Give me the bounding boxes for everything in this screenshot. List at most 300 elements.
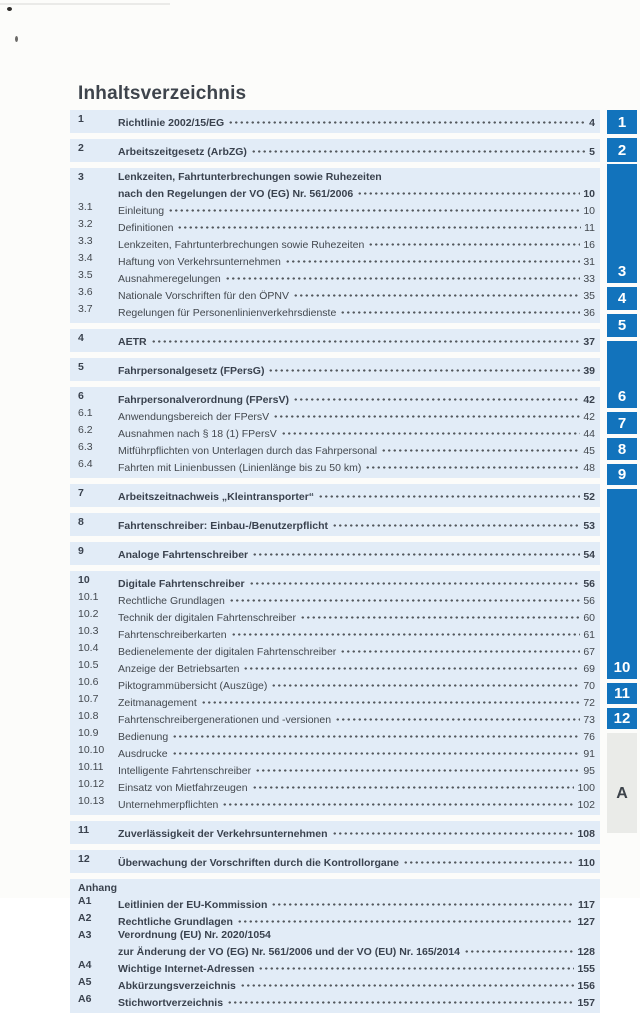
toc-entry [70, 441, 600, 458]
toc-entry-content [118, 853, 600, 870]
thumb-tab-6: 6 [607, 341, 637, 408]
toc-page-number: 10 [583, 188, 595, 200]
toc-entry-number: A1 [78, 895, 92, 907]
thumb-tab-5: 5 [607, 314, 637, 337]
toc-entry [70, 545, 600, 562]
toc-entry [70, 761, 600, 778]
toc-entry-line [118, 390, 595, 407]
dot-leader [271, 895, 575, 908]
toc-group [70, 879, 600, 1013]
toc-entry-number: 3.3 [78, 235, 93, 247]
toc-page-number: 157 [577, 997, 595, 1009]
toc-entry-number: 3.2 [78, 218, 93, 230]
dot-leader [464, 942, 575, 955]
toc-entry-line [118, 795, 595, 812]
toc-entry-number: 10.5 [78, 659, 99, 671]
toc-entry-title: Lenkzeiten, Fahrtunterbrechungen sowie Ruhezeiten [118, 239, 365, 251]
toc-entry-content [118, 959, 600, 976]
toc-entry-content [118, 727, 600, 744]
toc-page-number: 52 [583, 491, 595, 503]
toc-entry-title: Leitlinien der EU-Kommission [118, 899, 268, 911]
dot-leader [243, 659, 580, 672]
toc-entry-title: Richtlinie 2002/15/EG [118, 117, 225, 129]
toc-group [70, 168, 600, 323]
toc-entry-line [118, 487, 595, 504]
toc-entry-line [118, 286, 595, 303]
toc-page-number: 102 [577, 799, 595, 811]
toc-entry-line [118, 218, 595, 235]
toc-entry-line [118, 591, 595, 608]
toc-entry-number: 4 [78, 332, 84, 344]
toc-entry-line [118, 912, 595, 929]
toc-entry-line [118, 778, 595, 795]
toc-entry-number: 10.11 [78, 761, 104, 773]
toc-page-number: 42 [583, 394, 595, 406]
toc-entry-number: 12 [78, 853, 90, 865]
toc-entry-line [118, 625, 595, 642]
toc-entry-title: Einleitung [118, 205, 165, 217]
toc-entry [70, 458, 600, 475]
toc-page-number: 73 [583, 714, 595, 726]
toc-entry-title: Abkürzungsverzeichnis [118, 980, 236, 992]
toc-entry-line [118, 942, 595, 959]
scan-artifact [0, 3, 170, 5]
toc-entry-title: Lenkzeiten, Fahrtunterbrechungen sowie Ruhezeiten [118, 171, 382, 183]
toc-entry-title: Intelligente Fahrtenschreiber [118, 765, 252, 777]
toc-entry-number: A6 [78, 993, 92, 1005]
toc-entry-number: 6.4 [78, 458, 93, 470]
toc-entry-content [118, 761, 600, 778]
toc-entry-number: 1 [78, 113, 84, 125]
toc-entry-title: AETR [118, 336, 147, 348]
dot-leader [271, 676, 580, 689]
dot-leader [228, 113, 586, 126]
dot-leader [258, 959, 574, 972]
toc-page-number: 4 [589, 117, 595, 129]
toc-entry-number: 10.6 [78, 676, 99, 688]
toc-entry-title: Einsatz von Mietfahrzeugen [118, 782, 248, 794]
toc-entry-content [118, 608, 600, 625]
toc-entry-title: Wichtige Internet-Adressen [118, 963, 255, 975]
toc-page-number: 60 [583, 612, 595, 624]
toc-entry [70, 795, 600, 812]
toc-entry-number: 11 [78, 824, 90, 836]
toc-group [70, 542, 600, 565]
dot-leader [201, 693, 581, 706]
toc-entry-title: Ausdrucke [118, 748, 168, 760]
thumb-tab-8: 8 [607, 438, 637, 460]
toc-entry-number: 10 [78, 574, 90, 586]
toc-entry-content [118, 545, 600, 562]
dot-leader [251, 142, 586, 155]
toc-entry-content [118, 659, 600, 676]
thumb-tab-10: 10 [607, 489, 637, 679]
dot-leader [151, 332, 581, 345]
dot-leader [332, 516, 580, 529]
toc-entry-line [118, 201, 595, 218]
toc-entry-line [118, 184, 595, 201]
toc-entry-content [118, 993, 600, 1010]
toc-entry [70, 218, 600, 235]
toc-entry-title: Definitionen [118, 222, 174, 234]
dot-leader [365, 458, 580, 471]
toc-entry [70, 912, 600, 929]
toc-group [70, 329, 600, 352]
dot-leader [357, 184, 580, 197]
toc-entry-number: 3 [78, 171, 84, 183]
toc-entry-title: Digitale Fahrtenschreiber [118, 578, 245, 590]
toc-entry-title: Rechtliche Grundlagen [118, 595, 225, 607]
dot-leader [252, 778, 575, 791]
toc-entry-number: 9 [78, 545, 84, 557]
toc-entry [70, 824, 600, 841]
toc-entry-number: 6.2 [78, 424, 93, 436]
toc-entry-title: Haftung von Verkehrsunternehmen [118, 256, 281, 268]
toc-group [70, 850, 600, 873]
toc-entry [70, 574, 600, 591]
toc-entry-line [118, 993, 595, 1010]
toc-entry-content [118, 218, 600, 235]
toc-entry-content [118, 882, 600, 895]
dot-leader [285, 252, 580, 265]
toc-page-number: 61 [583, 629, 595, 641]
toc-page-number: 11 [584, 222, 595, 234]
toc-entry-title: Anzeige der Betriebsarten [118, 663, 240, 675]
scan-artifact [7, 7, 12, 11]
toc-entry-title: Anwendungsbereich der FPersV [118, 411, 270, 423]
toc-page-number: 67 [583, 646, 595, 658]
toc-entry [70, 487, 600, 504]
toc-entry [70, 361, 600, 378]
toc-entry-title: nach den Regelungen der VO (EG) Nr. 561/2006 [118, 188, 354, 200]
toc-page-number: 72 [583, 697, 595, 709]
toc-page-number: 37 [583, 336, 595, 348]
toc-page-number: 31 [583, 256, 595, 268]
toc-entry-number: A5 [78, 976, 92, 988]
toc-entry-title: Fahrpersonalgesetz (FPersG) [118, 365, 265, 377]
toc-entry-line [118, 761, 595, 778]
toc-page-number: 108 [577, 828, 595, 840]
toc-entry-line [118, 424, 595, 441]
toc-entry-content [118, 516, 600, 533]
toc-entry-content [118, 252, 600, 269]
toc-entry-content [118, 976, 600, 993]
dot-leader [268, 361, 580, 374]
dot-leader [293, 286, 580, 299]
toc-entry-line [118, 824, 595, 841]
toc-entry-line [118, 574, 595, 591]
toc-entry-line [118, 710, 595, 727]
toc-entry-line [118, 269, 595, 286]
toc-entry-content [118, 642, 600, 659]
toc-entry [70, 929, 600, 959]
toc-entry-content [118, 824, 600, 841]
toc-entry-content [118, 171, 600, 201]
thumb-tab-3: 3 [607, 164, 637, 283]
toc-entry-number: 10.2 [78, 608, 99, 620]
toc-entry-content [118, 142, 600, 159]
toc-entry-title: Piktogrammübersicht (Auszüge) [118, 680, 268, 692]
toc-entry-number: 7 [78, 487, 84, 499]
toc-entry-line [118, 303, 595, 320]
toc-entry-title: Bedienelemente der digitalen Fahrtenschreiber [118, 646, 337, 658]
toc-page-number: 35 [583, 290, 595, 302]
toc-page-number: 156 [577, 980, 595, 992]
toc-entry-line [118, 458, 595, 475]
toc-entry [70, 642, 600, 659]
toc-entry-number: Anhang [78, 882, 118, 894]
toc-entry-content [118, 424, 600, 441]
toc-page-number: 100 [577, 782, 595, 794]
toc-entry-line [118, 676, 595, 693]
toc-entry-line [118, 959, 595, 976]
toc-entry-content [118, 795, 600, 812]
toc-entry [70, 235, 600, 252]
toc-entry-title: Analoge Fahrtenschreiber [118, 549, 249, 561]
dot-leader [273, 407, 580, 420]
dot-leader [318, 487, 580, 500]
dot-leader [231, 625, 581, 638]
toc-entry-content [118, 458, 600, 475]
toc-entry-line [118, 642, 595, 659]
toc-entry-title: Ausnahmeregelungen [118, 273, 221, 285]
toc-entry [70, 882, 600, 895]
toc-entry-title: Unternehmerpflichten [118, 799, 219, 811]
toc-group [70, 110, 600, 133]
toc-entry [70, 171, 600, 201]
toc-entry-number: A4 [78, 959, 92, 971]
toc-entry-line [118, 142, 595, 159]
toc-entry-content [118, 332, 600, 349]
toc-page-number: 36 [583, 307, 595, 319]
dot-leader [172, 727, 580, 740]
toc-entry-number: 2 [78, 142, 84, 154]
toc-entry-title: Arbeitszeitgesetz (ArbZG) [118, 146, 247, 158]
dot-leader [335, 710, 580, 723]
toc-entry [70, 693, 600, 710]
toc-entry-title: Stichwortverzeichnis [118, 997, 224, 1009]
thumb-tab-12: 12 [607, 708, 637, 729]
toc-entry-line [118, 407, 595, 424]
toc-group [70, 513, 600, 536]
toc-entry-line [118, 929, 595, 942]
toc-page-number: 48 [583, 462, 595, 474]
toc-page-number: 45 [583, 445, 595, 457]
dot-leader [225, 269, 581, 282]
toc-entry-content [118, 487, 600, 504]
toc-entry [70, 625, 600, 642]
toc-entry [70, 744, 600, 761]
dot-leader [300, 608, 580, 621]
toc-entry-content [118, 113, 600, 130]
toc-entry-title: Verordnung (EU) Nr. 2020/1054 [118, 929, 271, 941]
toc-page-number: 53 [583, 520, 595, 532]
toc-entry-number: 3.1 [78, 201, 93, 213]
toc-page-number: 128 [577, 946, 595, 958]
toc-entry [70, 269, 600, 286]
toc-entry-number: 3.7 [78, 303, 93, 315]
toc-entry [70, 252, 600, 269]
toc-entry-line [118, 545, 595, 562]
toc-entry-number: 10.4 [78, 642, 99, 654]
toc-page-number: 127 [577, 916, 595, 928]
toc-page-number: 76 [583, 731, 595, 743]
toc-entry [70, 853, 600, 870]
toc-entry-title: Fahrpersonalverordnung (FPersV) [118, 394, 289, 406]
toc-entry-number: 10.1 [78, 591, 99, 603]
toc-page-number: 70 [583, 680, 595, 692]
toc-page-number: 110 [578, 857, 595, 869]
toc-entry-content [118, 303, 600, 320]
toc-entry-content [118, 929, 600, 959]
toc-entry-content [118, 591, 600, 608]
scan-artifact [15, 36, 18, 42]
toc-entry-number: 6.3 [78, 441, 93, 453]
toc-entry [70, 113, 600, 130]
toc-entry-line [118, 332, 595, 349]
toc-entry-content [118, 361, 600, 378]
toc-entry-number: 10.9 [78, 727, 99, 739]
toc-entry-content [118, 235, 600, 252]
toc-entry-title: Ausnahmen nach § 18 (1) FPersV [118, 428, 277, 440]
toc-entry-title: Zuverlässigkeit der Verkehrsunternehmen [118, 828, 328, 840]
toc-entry-line [118, 744, 595, 761]
toc-page-number: 5 [589, 146, 595, 158]
table-of-contents [70, 110, 600, 1019]
toc-entry-content [118, 625, 600, 642]
toc-entry-number: 10.12 [78, 778, 105, 790]
toc-page-number: 155 [577, 963, 595, 975]
toc-entry [70, 407, 600, 424]
toc-entry-line [118, 171, 595, 184]
toc-entry [70, 591, 600, 608]
toc-entry-number: 6 [78, 390, 84, 402]
dot-leader [168, 201, 580, 214]
dot-leader [368, 235, 580, 248]
toc-entry-number: 10.10 [78, 744, 105, 756]
toc-entry [70, 332, 600, 349]
dot-leader [255, 761, 580, 774]
toc-entry-number: 6.1 [78, 407, 93, 419]
toc-entry-line [118, 608, 595, 625]
thumb-tab-A: A [607, 733, 637, 833]
dot-leader [293, 390, 580, 403]
toc-entry-number: 3.5 [78, 269, 93, 281]
toc-group [70, 358, 600, 381]
thumb-tab-11: 11 [607, 683, 637, 704]
toc-entry [70, 993, 600, 1010]
dot-leader [229, 591, 580, 604]
toc-page-number: 56 [583, 595, 595, 607]
toc-entry-content [118, 778, 600, 795]
toc-entry-line [118, 727, 595, 744]
toc-page-number: 117 [578, 899, 595, 911]
dot-leader [177, 218, 581, 231]
toc-entry-title: Bedienung [118, 731, 169, 743]
thumb-tab-9: 9 [607, 464, 637, 485]
toc-entry-content [118, 744, 600, 761]
toc-entry-line [118, 235, 595, 252]
toc-entry-number: 3.4 [78, 252, 93, 264]
toc-page-number: 33 [583, 273, 595, 285]
dot-leader [222, 795, 574, 808]
toc-entry-line [118, 516, 595, 533]
thumb-tab-1: 1 [607, 110, 637, 134]
toc-page-number: 56 [583, 578, 595, 590]
dot-leader [252, 545, 580, 558]
toc-entry-title: Fahrten mit Linienbussen (Linienlänge bis zu 50 km) [118, 462, 362, 474]
toc-entry-title: Nationale Vorschriften für den ÖPNV [118, 290, 290, 302]
toc-entry-content [118, 407, 600, 424]
toc-entry-line [118, 659, 595, 676]
toc-entry-line [118, 693, 595, 710]
toc-entry [70, 976, 600, 993]
toc-entry-content [118, 441, 600, 458]
toc-entry-content [118, 201, 600, 218]
toc-group [70, 571, 600, 815]
dot-leader [340, 642, 580, 655]
toc-entry-number: 8 [78, 516, 84, 528]
toc-entry-title: Zeitmanagement [118, 697, 197, 709]
toc-entry-content [118, 912, 600, 929]
toc-group [70, 484, 600, 507]
toc-entry [70, 959, 600, 976]
toc-entry-number: A3 [78, 929, 92, 941]
toc-entry-content [118, 390, 600, 407]
toc-entry-content [118, 574, 600, 591]
dot-leader [381, 441, 580, 454]
toc-group [70, 139, 600, 162]
dot-leader [240, 976, 575, 989]
toc-entry-title: Mitführpflichten von Unterlagen durch das Fahrpersonal [118, 445, 378, 457]
toc-entry-line [118, 976, 595, 993]
dot-leader [227, 993, 574, 1006]
toc-entry-line [118, 252, 595, 269]
toc-page-number: 10 [583, 205, 595, 217]
toc-entry-title: Fahrtenschreiber: Einbau-/Benutzerpflicht [118, 520, 329, 532]
dot-leader [403, 853, 575, 866]
toc-page-number: 44 [583, 428, 595, 440]
toc-page-number: 42 [583, 411, 595, 423]
toc-entry [70, 142, 600, 159]
toc-group [70, 387, 600, 478]
toc-entry-number: 10.7 [78, 693, 99, 705]
toc-entry-title: Arbeitszeitnachweis „Kleintransporter“ [118, 491, 315, 503]
toc-entry [70, 303, 600, 320]
toc-entry-title: Überwachung der Vorschriften durch die Kontrollorgane [118, 857, 400, 869]
toc-entry-number: 10.8 [78, 710, 99, 722]
dot-leader [249, 574, 581, 587]
toc-entry-content [118, 676, 600, 693]
toc-entry-title: Fahrtenschreiberkarten [118, 629, 227, 641]
dot-leader [172, 744, 581, 757]
toc-page-number: 95 [583, 765, 595, 777]
toc-entry-title: Technik der digitalen Fahrtenschreiber [118, 612, 297, 624]
toc-entry [70, 727, 600, 744]
thumb-tab-4: 4 [607, 287, 637, 310]
toc-entry-number: 10.13 [78, 795, 105, 807]
thumb-tab-2: 2 [607, 138, 637, 162]
toc-entry [70, 201, 600, 218]
toc-entry-content [118, 269, 600, 286]
toc-entry [70, 659, 600, 676]
toc-entry-content [118, 693, 600, 710]
toc-entry-number: 3.6 [78, 286, 93, 298]
toc-page-number: 54 [583, 549, 595, 561]
toc-entry-number: 10.3 [78, 625, 99, 637]
toc-entry [70, 676, 600, 693]
dot-leader [281, 424, 581, 437]
